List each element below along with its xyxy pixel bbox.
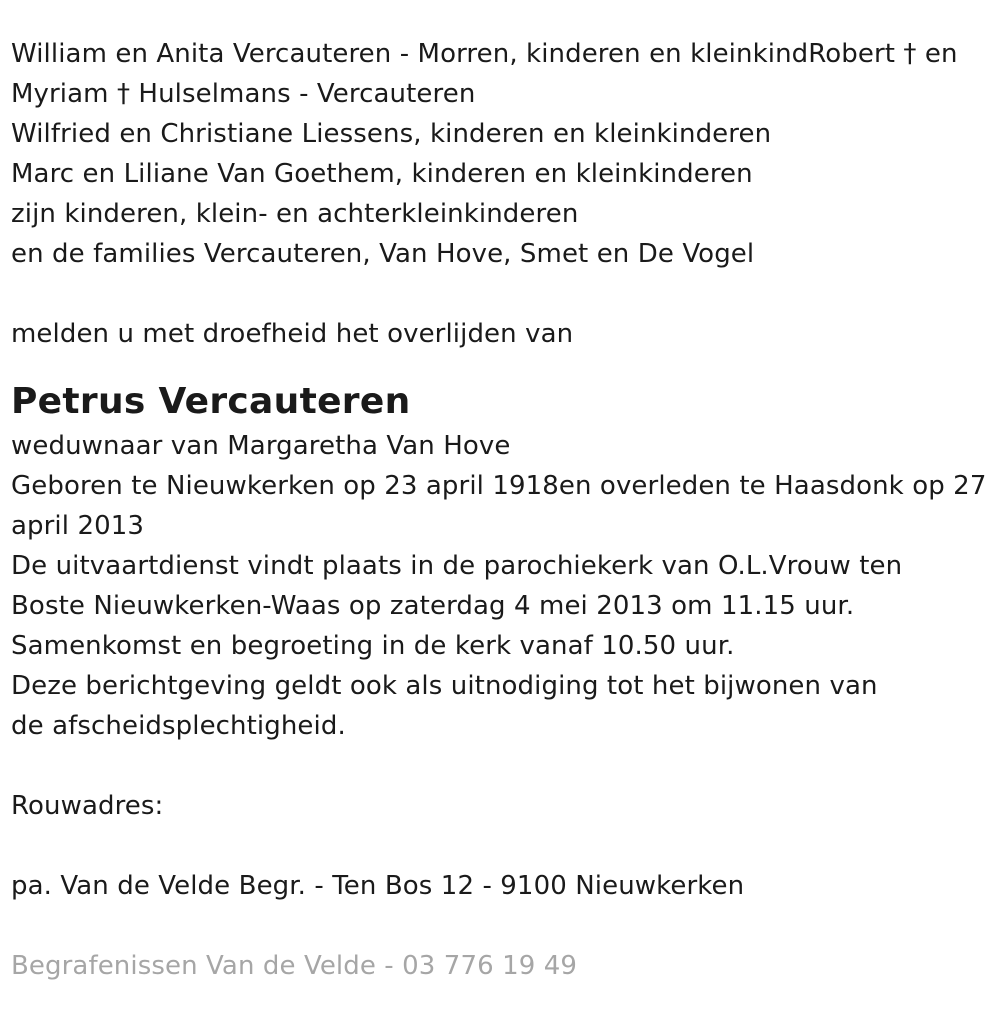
spacer [11,354,991,374]
mourning-address-label: Rouwadres: [11,791,164,821]
family-line-4: Marc en Liliane Van Goethem, kinderen en kleinkinderen [11,159,753,189]
family-line-5: zijn kinderen, klein- en achterkleinkinderen [11,199,579,229]
family-line-6: en de families Vercauteren, Van Hove, Smet en De Vogel [11,239,755,269]
announcement-text: melden u met droefheid het overlijden van [11,319,574,349]
service-line-4: Deze berichtgeving geldt ook als uitnodiging tot het bijwonen van [11,671,878,701]
spacer [11,826,991,866]
family-line-1: William en Anita Vercauteren - Morren, kinderen en kleinkindRobert † en [11,39,958,69]
service-line-2: Boste Nieuwkerken-Waas op zaterdag 4 mei 2013 om 11.15 uur. [11,591,855,621]
spacer [11,274,991,314]
birth-death-line-2: april 2013 [11,511,145,541]
deceased-name: Petrus Vercauteren [11,381,411,422]
widower-of-line: weduwnaar van Margaretha Van Hove [11,431,511,461]
family-line-3: Wilfried en Christiane Liessens, kinderen en kleinkinderen [11,119,772,149]
funeral-home-contact: Begrafenissen Van de Velde - 03 776 19 49 [11,951,578,981]
family-line-2: Myriam † Hulselmans - Vercauteren [11,79,476,109]
spacer [11,746,991,786]
service-line-5: de afscheidsplechtigheid. [11,711,346,741]
spacer [11,906,991,946]
obituary-notice [11,34,991,986]
mourning-address: pa. Van de Velde Begr. - Ten Bos 12 - 9100 Nieuwkerken [11,871,745,901]
birth-death-line-1: Geboren te Nieuwkerken op 23 april 1918en overleden te Haasdonk op 27 [11,471,987,501]
service-line-1: De uitvaartdienst vindt plaats in de parochiekerk van O.L.Vrouw ten [11,551,903,581]
service-line-3: Samenkomst en begroeting in de kerk vanaf 10.50 uur. [11,631,735,661]
